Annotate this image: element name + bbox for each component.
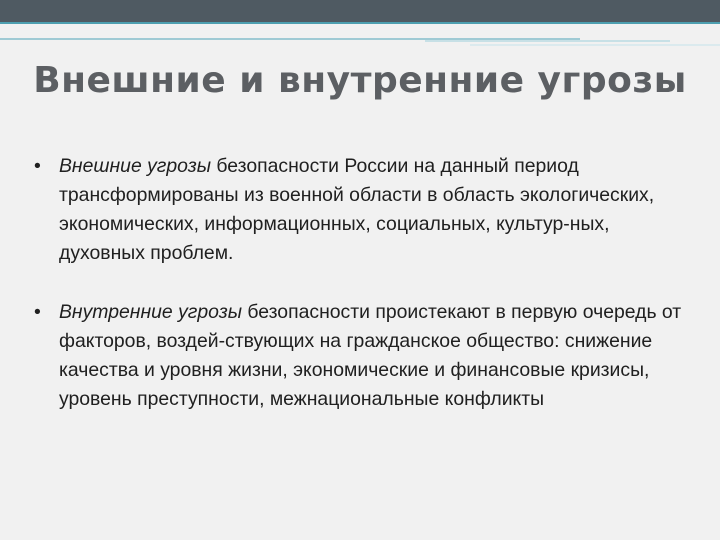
bullet-icon: •: [34, 155, 41, 177]
slide-title: Внешние и внутренние угрозы: [33, 60, 687, 101]
bullet-lead-term: Внешние угрозы: [59, 155, 212, 177]
top-header-accent-stripe: [0, 22, 720, 24]
bullet-lead-term: Внутренние угрозы: [59, 301, 242, 323]
bullet-item-internal-threats: [34, 298, 694, 414]
bullet-list: [34, 152, 694, 414]
bullet-icon: •: [34, 301, 41, 323]
top-header-band: [0, 0, 720, 22]
decorative-line: [470, 44, 720, 46]
bullet-text: безопасности России на данный период трансформированы из военной области в область экологических, экономических, информационных, социальных, культур-ных, духовных проблем.: [59, 155, 655, 264]
top-header-bar: [0, 0, 720, 24]
bullet-item-external-threats: [34, 152, 694, 268]
bullet-text: безопасности проистекают в первую очередь от факторов, воздей-ствующих на гражданское общество: снижение качества и уровня жизни, экономические и финансовые кризисы, уровень преступности, межнациональные конфликты: [59, 301, 682, 410]
decorative-line: [425, 40, 670, 42]
